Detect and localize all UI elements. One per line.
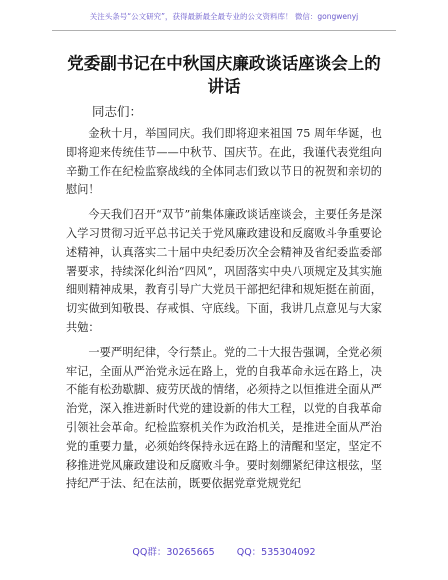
document-title: 党委副书记在中秋国庆廉政谈话座谈会上的讲话 <box>67 54 381 96</box>
footer <box>0 547 448 559</box>
document-body <box>66 125 382 500</box>
paragraph: 今天我们召开“双节”前集体廉政谈话座谈会，主要任务是深入学习贯彻习近平总书记关于党风廉政建设和反腐败斗争重要论述精神，认真落实二十届中央纪委历次全会精神及省纪委监委部署要求，持续深化纠治“四风”，巩固落实中央八项规定及其实施细则精神成果，教育引导广大党员干部把纪律和规矩挺在前面，切实做到知敬畏、存戒惧、守底线。下面，我讲几点意见与大家共勉： <box>66 208 382 334</box>
header-divider <box>52 30 396 31</box>
paragraph: 一要严明纪律，令行禁止。党的二十大报告强调，全党必须牢记，全面从严治党永远在路上，党的自我革命永远在路上，决不能有松劲歇脚、疲劳厌战的情绪，必须持之以恒推进全面从严治党，深入推进新时代党的建设新的伟大工程，以党的自我革命引领社会革命。纪检监察机关作为政治机关，是推进全面从严治党的重要力量，必须始终保持永远在路上的清醒和坚定，坚定不移推进党风廉政建设和反腐败斗争。要时刻绷紧纪律这根弦，坚持纪严于法、纪在法前，既要依据党章党规党纪 <box>66 345 382 491</box>
paragraph: 金秋十月，举国同庆。我们即将迎来祖国 75 周年华诞，也即将迎来传统佳节——中秋节、国庆节。在此，我谨代表党组向辛勤工作在纪检监察战线的全体同志们致以节日的祝贺和亲切的慰问！ <box>66 127 382 197</box>
salutation: 同志们： <box>92 104 143 119</box>
footer-qq-group: QQ群：30265665 <box>132 547 215 558</box>
header-notice: 关注头条号“公文研究”，获得最新最全最专业的公文资料库！ 微信：gongwenyj <box>89 12 359 21</box>
footer-qq: QQ：535304092 <box>236 547 316 558</box>
